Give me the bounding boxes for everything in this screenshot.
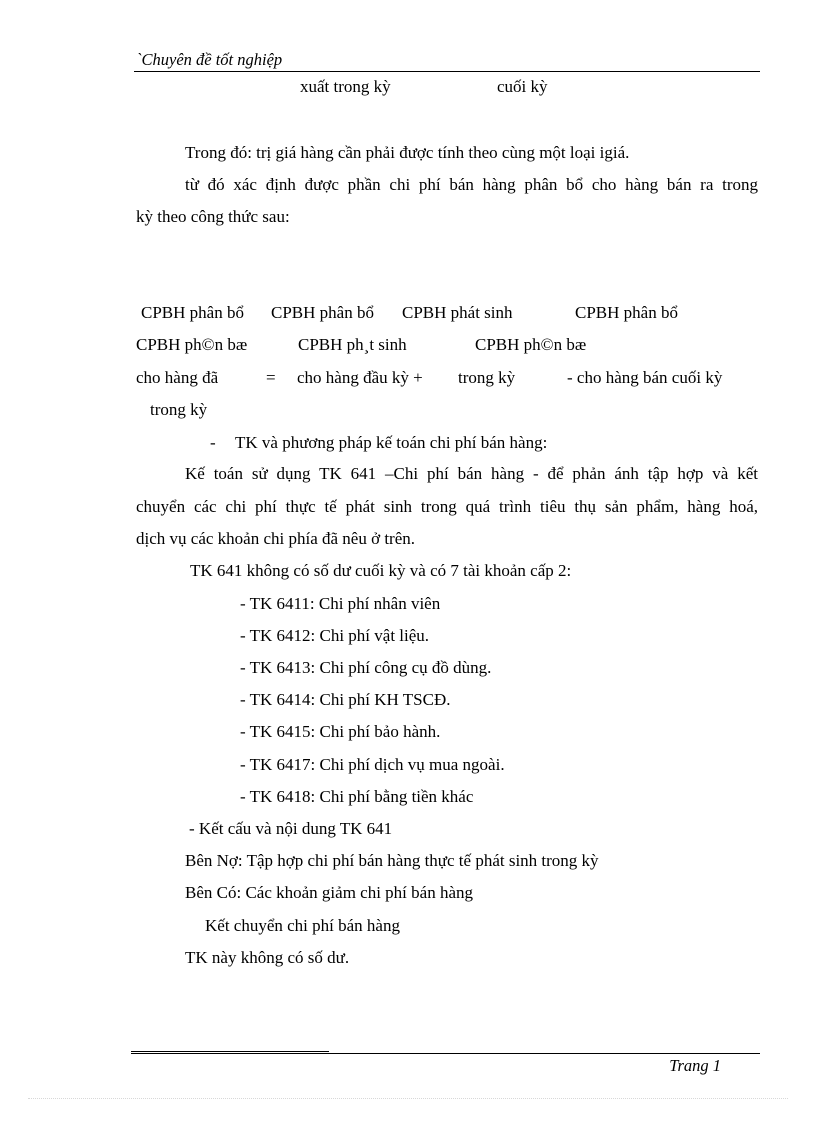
account-item: - TK 6417: Chi phí dịch vụ mua ngoài. bbox=[240, 755, 505, 774]
formula-r3-c4: trong kỳ bbox=[458, 368, 516, 387]
transfer-line: Kết chuyển chi phí bán hàng bbox=[205, 916, 400, 935]
formula-r3-c3: cho hàng đầu kỳ + bbox=[297, 368, 423, 387]
credit-side: Bên Có: Các khoản giảm chi phí bán hàng bbox=[185, 883, 473, 902]
formula-equals: = bbox=[266, 368, 276, 387]
paragraph-1: Trong đó: trị giá hàng cần phải được tính theo cùng một loại igiá. bbox=[185, 143, 630, 162]
footer-divider-short bbox=[131, 1051, 329, 1052]
account-item: - TK 6411: Chi phí nhân viên bbox=[240, 594, 441, 613]
paragraph-4: TK 641 không có số dư cuối kỳ và có 7 tài khoản cấp 2: bbox=[190, 561, 572, 580]
page-edge-dotted bbox=[28, 1098, 788, 1099]
formula-r1-c3: CPBH phát sinh bbox=[402, 303, 513, 322]
account-item: - TK 6413: Chi phí công cụ đồ dùng. bbox=[240, 658, 492, 677]
account-item: - TK 6412: Chi phí vật liệu. bbox=[240, 626, 430, 645]
formula-r4: trong kỳ bbox=[150, 400, 208, 419]
formula-r2-c2: CPBH ph¸t sinh bbox=[298, 335, 407, 354]
account-item: - TK 6415: Chi phí bảo hành. bbox=[240, 722, 441, 741]
formula-r2-c1: CPBH ph©n bæ bbox=[136, 335, 248, 354]
section-heading: TK và phương pháp kế toán chi phí bán hàng: bbox=[235, 433, 548, 452]
formula-r2-c3: CPBH ph©n bæ bbox=[475, 335, 587, 354]
paragraph-2-line-2: kỳ theo công thức sau: bbox=[136, 207, 290, 226]
paragraph-3-line-1: Kế toán sử dụng TK 641 –Chi phí bán hàng - để phản ánh tập hợp và kết bbox=[185, 464, 758, 483]
formula-r1-c4: CPBH phân bổ bbox=[575, 303, 678, 322]
formula-tail-left: xuất trong kỳ bbox=[300, 77, 391, 96]
debit-side: Bên Nợ: Tập hợp chi phí bán hàng thực tế phát sinh trong kỳ bbox=[185, 851, 599, 870]
header-divider bbox=[134, 71, 760, 72]
section-heading-dash: - bbox=[210, 433, 216, 452]
formula-r1-c2: CPBH phân bổ bbox=[271, 303, 374, 322]
document-header: `Chuyên đề tốt nghiệp bbox=[136, 50, 283, 69]
account-item: - TK 6414: Chi phí KH TSCĐ. bbox=[240, 690, 451, 709]
formula-r3-c1: cho hàng đã bbox=[136, 368, 219, 387]
paragraph-3-line-3: dịch vụ các khoản chi phía đã nêu ở trên. bbox=[136, 529, 415, 548]
structure-heading: - Kết cấu và nội dung TK 641 bbox=[189, 819, 393, 838]
paragraph-3-line-2: chuyển các chi phí thực tế phát sinh trong quá trình tiêu thụ sản phẩm, hàng hoá, bbox=[136, 497, 758, 516]
formula-tail-right: cuối kỳ bbox=[497, 77, 548, 96]
no-balance-note: TK này không có số dư. bbox=[185, 948, 350, 967]
account-item: - TK 6418: Chi phí bằng tiền khác bbox=[240, 787, 474, 806]
formula-r3-c5: - cho hàng bán cuối kỳ bbox=[567, 368, 723, 387]
formula-r1-c1: CPBH phân bổ bbox=[141, 303, 244, 322]
paragraph-2-line-1: từ đó xác định được phần chi phí bán hàng phân bổ cho hàng bán ra trong bbox=[185, 175, 758, 194]
page-number: Trang 1 bbox=[669, 1056, 721, 1075]
footer-divider bbox=[131, 1053, 760, 1054]
